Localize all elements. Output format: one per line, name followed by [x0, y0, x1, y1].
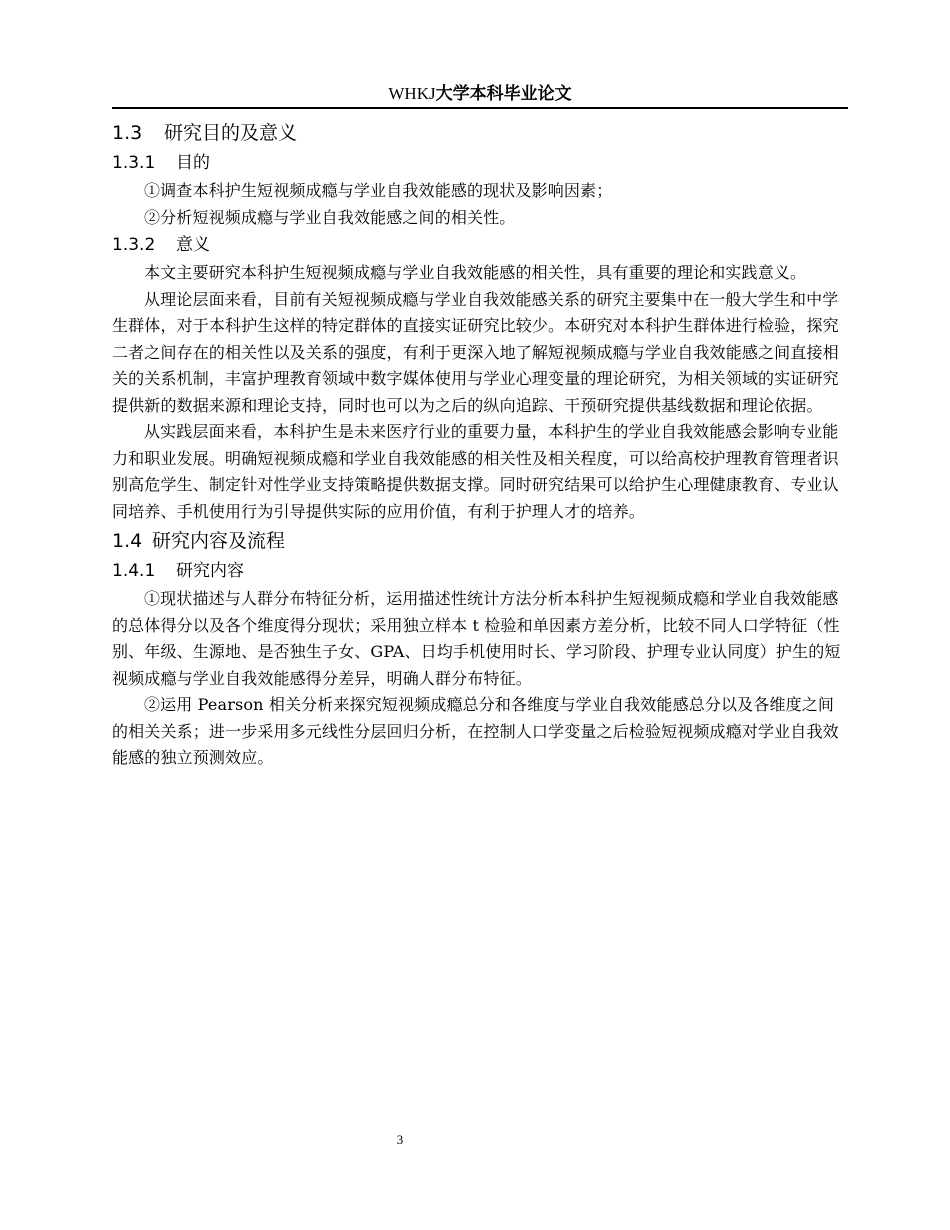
subsection-heading-1-3-2 — [112, 231, 842, 260]
section-heading-1-4 — [112, 525, 842, 557]
subsection-number: 1.4.1 — [112, 561, 156, 581]
significance-paragraph-1: 本文主要研究本科护生短视频成瘾与学业自我效能感的相关性，具有重要的理论和实践意义。 — [144, 263, 807, 282]
page-number: 3 — [396, 1132, 404, 1147]
research-content-paragraph-1: ①现状描述与人群分布特征分析，运用描述性统计方法分析本科护生短视频成瘾和学业自我效能感的总体得分以及各个维度得分现状；采用独立样本 t 检验和单因素方差分析，比较不同人口学特征（性别、年级、生源地、是否独生子女、GPA、日均手机使用时长、学习阶段、护理专业认同度）护生的短视频成瘾与学业自我效能感得分差异，明确人群分布特征。 — [112, 589, 841, 688]
subsection-title: 意义 — [176, 235, 210, 255]
running-header — [112, 83, 848, 109]
research-content-paragraph-2: ②运用 Pearson 相关分析来探究短视频成瘾总分和各维度与学业自我效能感总分以及各维度之间的相关关系；进一步采用多元线性分层回归分析，在控制人口学变量之后检验短视频成瘾对学业自我效能感的独立预测效应。 — [112, 695, 839, 767]
subsection-heading-1-3-1 — [112, 149, 842, 178]
objective-item-2: ②分析短视频成瘾与学业自我效能感之间的相关性。 — [144, 207, 516, 227]
subsection-heading-1-4-1 — [112, 557, 842, 586]
section-title: 研究目的及意义 — [164, 122, 298, 144]
subsection-title: 目的 — [176, 153, 210, 173]
subsection-title: 研究内容 — [176, 561, 244, 581]
section-heading-1-3 — [112, 117, 842, 149]
significance-paragraph-3: 从实践层面来看，本科护生是未来医疗行业的重要力量，本科护生的学业自我效能感会影响专业能力和职业发展。明确短视频成瘾和学业自我效能感的相关性及相关程度，可以给高校护理教育管理者识别高危学生、制定针对性学业支持策略提供数据支撑。同时研究结果可以给护生心理健康教育、专业认同培养、手机使用行为引导提供实际的应用价值，有利于护理人才的培养。 — [112, 422, 839, 521]
header-latin: WHKJ — [388, 84, 436, 103]
page-body — [112, 117, 842, 772]
objective-item-1: ①调查本科护生短视频成瘾与学业自我效能感的现状及影响因素； — [144, 181, 613, 200]
section-number: 1.4 — [112, 530, 143, 552]
section-number: 1.3 — [112, 122, 143, 144]
header-title: 大学本科毕业论文 — [435, 84, 572, 104]
subsection-number: 1.3.1 — [112, 153, 156, 173]
section-title: 研究内容及流程 — [152, 530, 286, 552]
significance-paragraph-2: 从理论层面来看，目前有关短视频成瘾与学业自我效能感关系的研究主要集中在一般大学生和中学生群体，对于本科护生这样的特定群体的直接实证研究比较少。本研究对本科护生群体进行检验，探究二者之间存在的相关性以及关系的强度，有利于更深入地了解短视频成瘾与学业自我效能感之间直接相关的关系机制，丰富护理教育领域中数字媒体使用与学业心理变量的理论研究，为相关领域的实证研究提供新的数据来源和理论支持，同时也可以为之后的纵向追踪、干预研究提供基线数据和理论依据。 — [112, 289, 839, 415]
subsection-number: 1.3.2 — [112, 235, 156, 255]
